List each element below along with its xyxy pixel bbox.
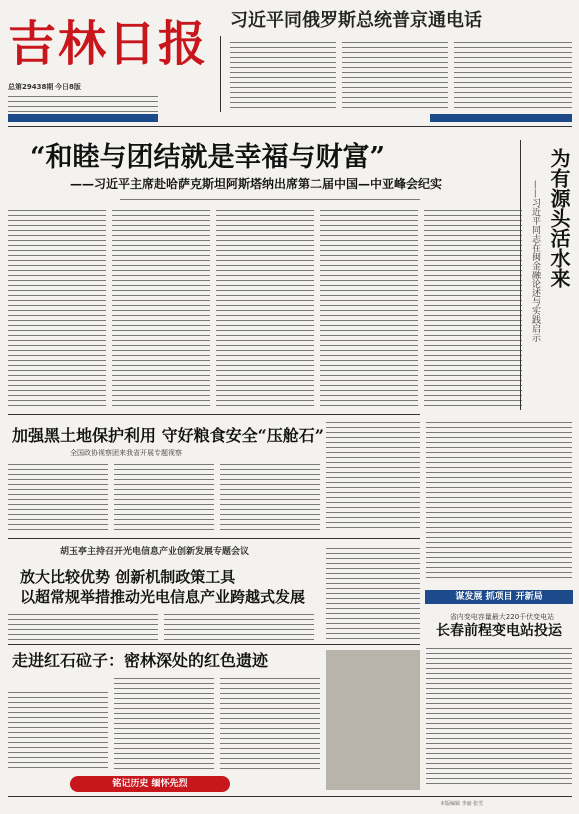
main-byline	[120, 197, 420, 201]
main-col-1	[8, 208, 106, 408]
mid-rule	[8, 414, 420, 415]
top-story-col-3	[454, 40, 572, 112]
page-count: 今日8版	[54, 83, 81, 91]
edition-bar	[8, 114, 158, 122]
main-col-2	[112, 208, 210, 408]
footer-editor: 本版编辑 李丽 张雪	[440, 801, 484, 807]
optics-headline-line2: 以超常规举措推动光电信息产业跨越式发展	[20, 588, 306, 606]
main-col-3	[216, 208, 314, 408]
issue-number: 总第29438期	[8, 83, 54, 91]
optics-rule	[8, 538, 420, 539]
side-headline: 为有源头活水来	[547, 148, 571, 288]
red-col-1	[8, 690, 108, 770]
land-headline: 加强黑土地保护利用 守好粮食安全“压舱石”	[12, 426, 324, 445]
optics-col-2	[164, 612, 314, 640]
land-subheadline: 全国政协视察团来我省开展专题视察	[70, 449, 182, 457]
main-headline: “和睦与团结就是幸福与财富”	[30, 142, 386, 173]
masthead-title: 吉林日报	[8, 16, 209, 72]
footer-rule	[8, 796, 572, 797]
red-headline: 走进红石砬子：密林深处的红色遗迹	[12, 651, 269, 670]
top-headline: 习近平同俄罗斯总统普京通电话	[230, 10, 482, 31]
masthead-info-lines	[8, 94, 158, 112]
red-photo	[326, 650, 420, 790]
masthead	[8, 14, 208, 74]
main-col-4	[320, 208, 418, 408]
optics-headline	[20, 567, 320, 607]
project-body	[426, 646, 572, 786]
red-col-3	[220, 676, 320, 770]
edition-right-bar	[430, 114, 572, 122]
red-col-2	[114, 676, 214, 770]
optics-kicker: 胡玉亭主持召开光电信息产业创新发展专题会议	[60, 547, 250, 557]
optics-headline-line1: 放大比较优势 创新机制政策工具	[20, 568, 236, 586]
land-col-3	[220, 462, 320, 532]
project-headline: 长春前程变电站投运	[436, 623, 562, 639]
project-kicker: 谋发展 抓项目 开新局	[425, 590, 573, 604]
red-rule-top	[8, 644, 420, 645]
land-col-2	[114, 462, 214, 532]
project-subheadline: 省内变电容量最大220千伏变电站	[449, 613, 555, 621]
optics-col-1	[8, 612, 158, 640]
main-col-5	[424, 208, 522, 408]
right-mid-col-2	[426, 420, 572, 580]
top-section-rule	[8, 126, 572, 127]
land-col-1	[8, 462, 108, 532]
main-subheadline: ——习近平主席赴哈萨克斯坦阿斯塔纳出席第二届中国—中亚峰会纪实	[70, 177, 443, 191]
top-story-col-2	[342, 40, 448, 112]
masthead-meta	[8, 84, 158, 112]
optics-col-3	[326, 546, 420, 640]
side-divider	[520, 140, 521, 410]
side-subheadline: ——习近平同志在闽金融论述与实践启示	[530, 180, 540, 342]
top-story-col-1	[230, 40, 336, 112]
right-mid-col-1	[326, 420, 420, 532]
bottom-banner: 铭记历史 缅怀先烈	[70, 776, 230, 792]
top-divider	[220, 36, 221, 112]
